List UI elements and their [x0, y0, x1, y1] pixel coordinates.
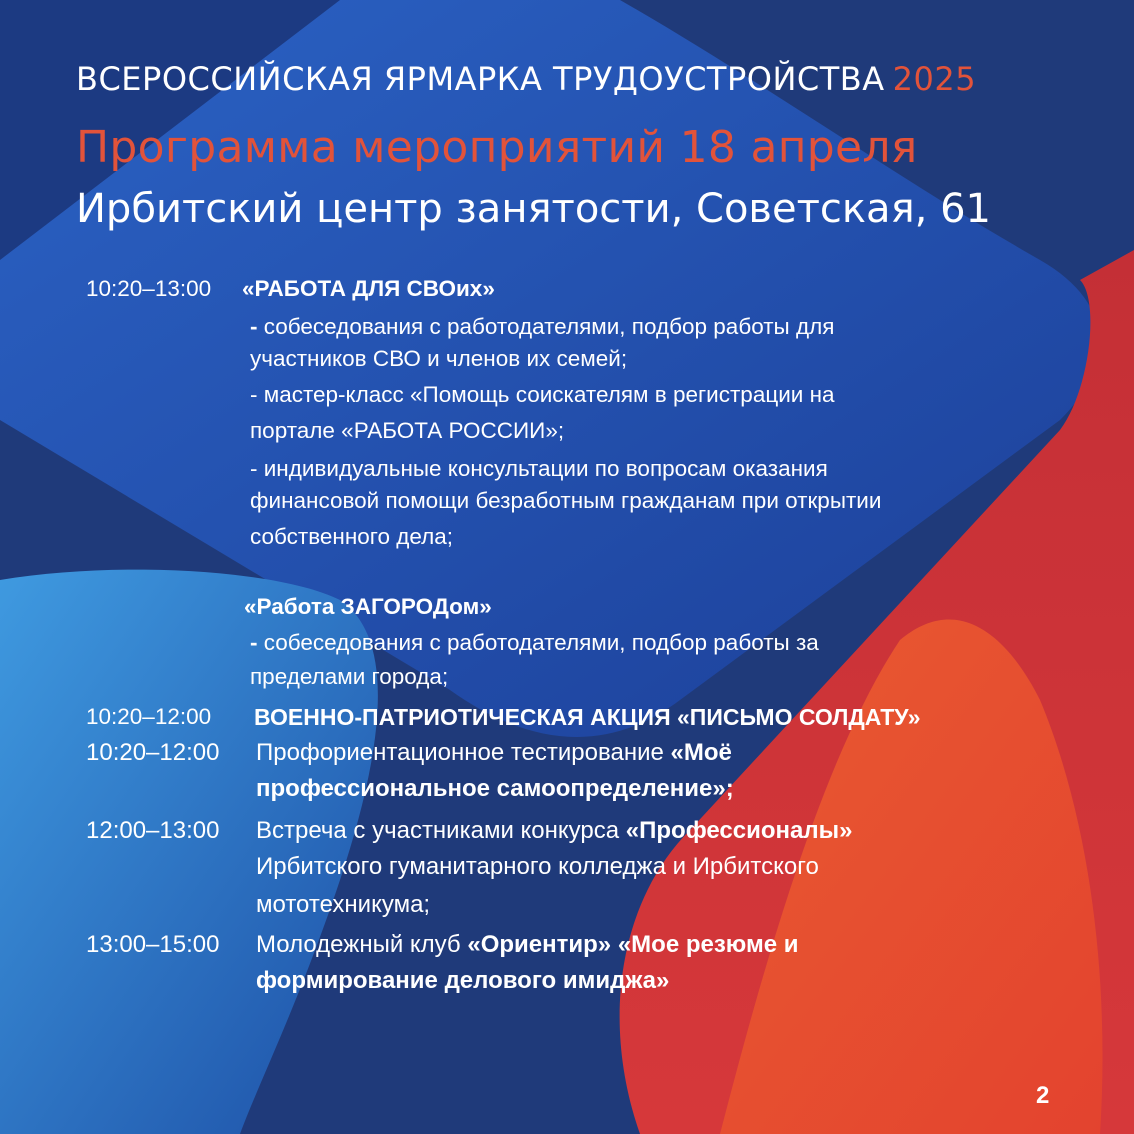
event-line: - мастер-класс «Помощь соискателям в регистрации на — [250, 382, 835, 407]
event-time: 12:00–13:00 — [86, 817, 220, 844]
event-title: «РАБОТА ДЛЯ СВОих» — [242, 276, 495, 301]
event-title: ВОЕННО-ПАТРИОТИЧЕСКАЯ АКЦИЯ «ПИСЬМО СОЛДАТУ» — [254, 704, 921, 730]
page-number: 2 — [1036, 1082, 1050, 1109]
event-title: профессиональное самоопределение»; — [256, 775, 734, 802]
event-line: портале «РАБОТА РОССИИ»; — [250, 418, 565, 443]
event-time: 10:20–12:00 — [86, 739, 220, 766]
event-line: Ирбитского гуманитарного колледжа и Ирбитского — [256, 853, 819, 880]
event-line: финансовой помощи безработным гражданам при открытии — [250, 488, 882, 513]
event-line-text: собеседования с работодателями, подбор работы для — [257, 314, 835, 339]
event-line — [250, 626, 819, 660]
event-line — [256, 736, 732, 770]
event-line-text: Молодежный клуб — [256, 931, 468, 958]
event-title: «Профессионалы» — [625, 817, 853, 844]
fair-title — [76, 60, 976, 98]
event-line: участников СВО и членов их семей; — [250, 346, 628, 371]
program-subtitle: Программа мероприятий 18 апреля — [76, 122, 918, 173]
event-title: «Моё — [670, 739, 732, 766]
event-title: «Мое резюме и — [611, 931, 799, 958]
event-title: формирование делового имиджа» — [256, 967, 670, 994]
event-title: «Ориентир» — [467, 931, 612, 958]
fair-title-text: ВСЕРОССИЙСКАЯ ЯРМАРКА ТРУДОУСТРОЙСТВА — [76, 60, 885, 98]
event-line — [256, 814, 852, 848]
dash-mark: - — [250, 630, 258, 655]
event-line: - индивидуальные консультации по вопросам оказания — [250, 456, 828, 481]
event-line: мототехникума; — [256, 891, 431, 918]
event-time: 10:20–12:00 — [86, 704, 212, 729]
dash-mark: - — [250, 314, 258, 339]
event-line — [256, 928, 798, 962]
event-time: 13:00–15:00 — [86, 931, 220, 958]
event-title: «Работа ЗАГОРОДом» — [244, 594, 492, 619]
event-line-text: Профориентационное тестирование — [256, 739, 671, 766]
location-line: Ирбитский центр занятости, Советская, 61 — [76, 186, 991, 232]
event-line-text: собеседования с работодателями, подбор работы за — [257, 630, 819, 655]
event-time: 10:20–13:00 — [86, 276, 212, 301]
event-line: пределами города; — [250, 664, 449, 689]
event-line-text: Встреча с участниками конкурса — [256, 817, 626, 844]
fair-year: 2025 — [892, 60, 977, 98]
event-line: собственного дела; — [250, 524, 454, 549]
event-line — [250, 310, 834, 344]
